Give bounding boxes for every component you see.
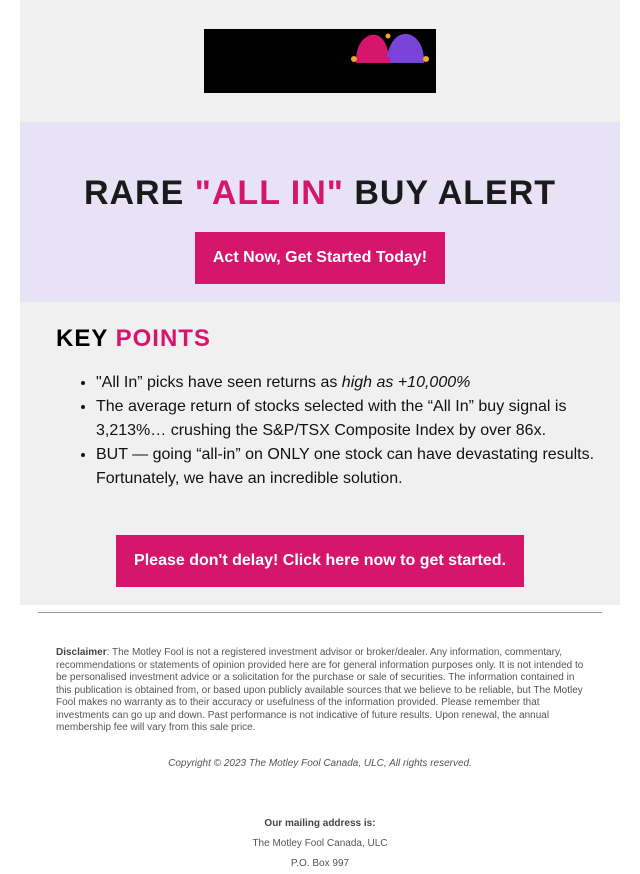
email-container [20, 0, 620, 605]
logo-banner[interactable] [204, 29, 436, 93]
point-text: The average return of stocks selected with the “All In” buy signal is 3,213%… crushing the S&P/TSX Composite Index by over 86x. [96, 398, 567, 439]
footer-divider [38, 612, 602, 613]
point-emphasis: high as +10,000% [341, 374, 471, 391]
footer [56, 647, 584, 874]
title-prefix: RARE [83, 174, 195, 212]
po-box: P.O. Box 997 [290, 858, 350, 869]
point-text: "All In” picks have seen returns as [96, 374, 342, 391]
header-band [20, 0, 620, 122]
title-highlight: "ALL IN" [194, 174, 344, 212]
list-item [96, 395, 616, 443]
disclaimer-text: : The Motley Fool is not a registered investment advisor or broker/dealer. Any information, commentary, recommendations or statements of opinion provided here are for general information purposes only. It is not intended to be personalised investment advice or a solicitation for the purchase or sale of securities. The information contained in this publication is obtained from, or based upon publicly available sources that we believe to be reliable, but The Motley Fool makes no warranty as to their accuracy or usefulness of the information provided. Please remember that investments can go up and down. Past performance is not indicative of future results. Upon renewal, the annual membership fee will vary from this sale price. [56, 647, 584, 733]
heading-highlight: POINTS [115, 325, 211, 352]
alert-title [20, 174, 620, 213]
company-name: The Motley Fool Canada, ULC [252, 838, 388, 849]
list-item [96, 371, 616, 395]
copyright: Copyright © 2023 The Motley Fool Canada, ULC, All rights reserved. [168, 757, 472, 769]
disclaimer [56, 647, 584, 735]
mailing-label: Our mailing address is: [264, 818, 376, 829]
dont-delay-button[interactable]: Please don't delay! Click here now to get started. [116, 535, 524, 587]
mailing-address [56, 814, 584, 874]
heading-prefix: KEY [56, 325, 116, 352]
key-points-section [20, 302, 620, 605]
key-points-list [56, 371, 616, 491]
hero-section [20, 122, 620, 302]
list-item [96, 443, 616, 491]
key-points-heading [56, 325, 211, 353]
get-started-button[interactable]: Act Now, Get Started Today! [195, 232, 445, 284]
title-suffix: BUY ALERT [343, 174, 557, 212]
disclaimer-label: Disclaimer [56, 647, 107, 658]
jester-cap-icon [346, 29, 436, 69]
point-text: BUT — going “all-in” on ONLY one stock can have devastating results. Fortunately, we have an incredible solution. [96, 446, 595, 487]
